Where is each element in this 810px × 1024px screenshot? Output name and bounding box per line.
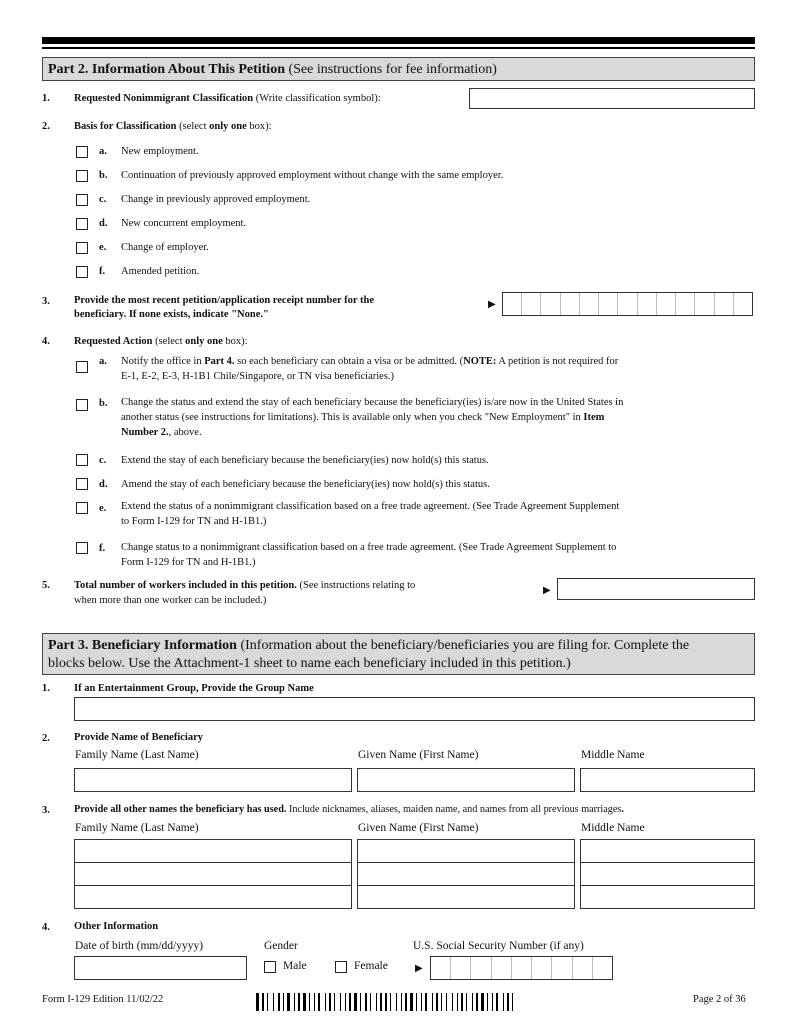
action-e-line2: to Form I-129 for TN and H-1B1.) — [121, 516, 267, 527]
p3-q4-label: Other Information — [74, 921, 159, 932]
barcode-image — [256, 993, 596, 1011]
action-d-checkbox[interactable] — [76, 478, 88, 490]
basis-e-text: Change of employer. — [121, 242, 209, 253]
p2-q4-rest-b: box): — [222, 336, 248, 347]
date-of-birth-field[interactable] — [74, 956, 247, 980]
p3-q2-middle-label: Middle Name — [581, 749, 645, 761]
p3-q2-label: Provide Name of Beneficiary — [74, 732, 203, 743]
p2-q3-number: 3. — [42, 296, 50, 307]
action-f-letter: f. — [99, 543, 106, 554]
gender-male-checkbox[interactable] — [264, 961, 276, 973]
action-a-line2: E-1, E-2, E-3, H-1B1 Chile/Singapore, or TN visa beneficiaries.) — [121, 371, 395, 382]
action-f-line1: Change status to a nonimmigrant classification based on a free trade agreement. (See Trade Agreement Supplement to — [121, 542, 617, 553]
other-given-name-field-2[interactable] — [357, 862, 575, 886]
ssn-label: U.S. Social Security Number (if any) — [413, 940, 584, 952]
other-given-name-field-1[interactable] — [357, 839, 575, 863]
gender-male-label: Male — [283, 960, 307, 972]
receipt-arrow-icon: ▶ — [488, 299, 496, 310]
part3-header-note: (Information about the beneficiary/beneficiaries you are filing for. Complete the — [236, 638, 690, 653]
basis-a-letter: a. — [99, 146, 107, 157]
action-b-line2-b: Item — [583, 412, 605, 423]
action-b-line3-b: , above. — [168, 427, 202, 438]
basis-c-checkbox[interactable] — [76, 194, 88, 206]
action-b-line2 — [121, 411, 604, 425]
p3-q1-number: 1. — [42, 683, 50, 694]
p3-q3-dot: . — [621, 804, 624, 815]
gender-label: Gender — [264, 940, 298, 952]
p3-q3-rest: Include nicknames, aliases, maiden name, and names from all previous marriages — [286, 804, 622, 815]
p3-q3-family-label: Family Name (Last Name) — [75, 822, 199, 834]
p2-q4-number: 4. — [42, 336, 50, 347]
p2-q4-only-one: only one — [185, 336, 223, 347]
p2-q3-line1: Provide the most recent petition/application receipt number for the — [74, 295, 374, 306]
action-f-line2: Form I-129 for TN and H-1B1.) — [121, 557, 256, 568]
action-a-checkbox[interactable] — [76, 361, 88, 373]
p2-q1-number: 1. — [42, 93, 50, 104]
p3-q2-given-label: Given Name (First Name) — [358, 749, 479, 761]
p2-q2-rest-a: (select — [176, 121, 210, 132]
action-e-checkbox[interactable] — [76, 502, 88, 514]
p2-q4-rest-a: (select — [152, 336, 186, 347]
p2-q5-number: 5. — [42, 580, 50, 591]
p2-q1-label — [74, 92, 381, 106]
part2-header-title: Part 2. Information About This Petition — [48, 62, 285, 77]
p2-q1-rest: (Write classification symbol): — [253, 93, 381, 104]
basis-d-letter: d. — [99, 218, 108, 229]
p3-q3-number: 3. — [42, 805, 50, 816]
receipt-number-field[interactable] — [502, 292, 753, 316]
p2-q3-line2: beneficiary. If none exists, indicate "None." — [74, 309, 269, 320]
basis-f-text: Amended petition. — [121, 266, 200, 277]
action-b-letter: b. — [99, 398, 108, 409]
other-middle-name-field-2[interactable] — [580, 862, 755, 886]
basis-e-letter: e. — [99, 242, 107, 253]
action-b-line1: Change the status and extend the stay of each beneficiary because the beneficiary(ies) is/are now in the United States in — [121, 397, 624, 408]
gender-female-checkbox[interactable] — [335, 961, 347, 973]
p3-q4-number: 4. — [42, 922, 50, 933]
action-c-letter: c. — [99, 455, 107, 466]
group-name-field[interactable] — [74, 697, 755, 721]
p2-q2-label — [74, 120, 272, 134]
basis-e-checkbox[interactable] — [76, 242, 88, 254]
beneficiary-middle-name-field[interactable] — [580, 768, 755, 792]
action-d-letter: d. — [99, 479, 108, 490]
action-a-t3: A petition is not required for — [496, 356, 619, 367]
basis-a-checkbox[interactable] — [76, 146, 88, 158]
action-a-b2: NOTE: — [463, 356, 497, 367]
other-family-name-field-1[interactable] — [74, 839, 352, 863]
beneficiary-given-name-field[interactable] — [357, 768, 575, 792]
footer-page-number: Page 2 of 36 — [693, 994, 746, 1005]
action-b-line3-a: Number 2. — [121, 427, 169, 438]
footer-form-edition: Form I-129 Edition 11/02/22 — [42, 994, 164, 1005]
action-a-t1: Notify the office in — [121, 356, 205, 367]
basis-f-letter: f. — [99, 266, 106, 277]
dob-label: Date of birth (mm/dd/yyyy) — [75, 940, 204, 952]
ssn-arrow-icon: ▶ — [415, 963, 423, 974]
p3-q2-family-label: Family Name (Last Name) — [75, 749, 199, 761]
other-family-name-field-2[interactable] — [74, 862, 352, 886]
ssn-field[interactable] — [430, 956, 613, 980]
action-b-line2-a: another status (see instructions for limitations). This is available only when you check "New Employment" in — [121, 412, 584, 423]
basis-c-letter: c. — [99, 194, 107, 205]
p3-q1-label: If an Entertainment Group, Provide the Group Name — [74, 683, 314, 694]
p2-q5-line2: when more than one worker can be included.) — [74, 595, 267, 606]
p2-q2-number: 2. — [42, 121, 50, 132]
p2-q5-rest: (See instructions relating to — [296, 580, 416, 591]
action-f-checkbox[interactable] — [76, 542, 88, 554]
basis-b-text: Continuation of previously approved employment without change with the same employer. — [121, 170, 504, 181]
basis-c-text: Change in previously approved employment. — [121, 194, 311, 205]
classification-symbol-field[interactable] — [469, 88, 755, 109]
workers-arrow-icon: ▶ — [543, 585, 551, 596]
action-c-checkbox[interactable] — [76, 454, 88, 466]
action-b-line3 — [121, 426, 202, 440]
part2-header-note: (See instructions for fee information) — [284, 62, 497, 77]
part3-header-line1 — [48, 637, 749, 655]
part2-header — [42, 57, 755, 81]
p3-q2-number: 2. — [42, 733, 50, 744]
action-d-text: Amend the stay of each beneficiary because the beneficiary(ies) now hold(s) this status. — [121, 479, 490, 490]
action-c-text: Extend the stay of each beneficiary because the beneficiary(ies) now hold(s) this status. — [121, 455, 489, 466]
top-rule-thin — [42, 47, 755, 49]
p2-q2-only-one: only one — [209, 121, 247, 132]
p3-q3-given-label: Given Name (First Name) — [358, 822, 479, 834]
action-b-checkbox[interactable] — [76, 399, 88, 411]
beneficiary-family-name-field[interactable] — [74, 768, 352, 792]
part3-header — [42, 633, 755, 675]
p2-q5-line1 — [74, 579, 415, 593]
other-given-name-field-3[interactable] — [357, 885, 575, 909]
p2-q5-bold: Total number of workers included in this petition. — [74, 580, 297, 591]
action-a-line1 — [121, 355, 618, 369]
p2-q4-bold: Requested Action — [74, 336, 153, 347]
basis-a-text: New employment. — [121, 146, 199, 157]
part3-header-line2: blocks below. Use the Attachment-1 sheet to name each beneficiary included in this petition.) — [48, 656, 571, 671]
action-a-letter: a. — [99, 356, 107, 367]
gender-female-label: Female — [354, 960, 388, 972]
action-a-t2: so each beneficiary can obtain a visa or be admitted. ( — [234, 356, 464, 367]
action-e-letter: e. — [99, 503, 107, 514]
total-workers-field[interactable] — [557, 578, 755, 600]
basis-b-letter: b. — [99, 170, 108, 181]
action-a-b1: Part 4. — [204, 356, 235, 367]
other-middle-name-field-1[interactable] — [580, 839, 755, 863]
basis-b-checkbox[interactable] — [76, 170, 88, 182]
other-middle-name-field-3[interactable] — [580, 885, 755, 909]
top-rule-thick — [42, 37, 755, 44]
basis-f-checkbox[interactable] — [76, 266, 88, 278]
basis-d-checkbox[interactable] — [76, 218, 88, 230]
p3-q3-middle-label: Middle Name — [581, 822, 645, 834]
other-family-name-field-3[interactable] — [74, 885, 352, 909]
p2-q2-bold: Basis for Classification — [74, 121, 177, 132]
p2-q2-rest-b: box): — [246, 121, 272, 132]
p3-q3-label — [74, 803, 624, 817]
p2-q1-bold: Requested Nonimmigrant Classification — [74, 93, 254, 104]
part3-header-title: Part 3. Beneficiary Information — [48, 638, 237, 653]
p2-q4-label — [74, 335, 248, 349]
basis-d-text: New concurrent employment. — [121, 218, 247, 229]
action-e-line1: Extend the status of a nonimmigrant classification based on a free trade agreement. (See Trade Agreement Supplement — [121, 501, 620, 512]
p3-q3-bold: Provide all other names the beneficiary has used. — [74, 804, 287, 815]
